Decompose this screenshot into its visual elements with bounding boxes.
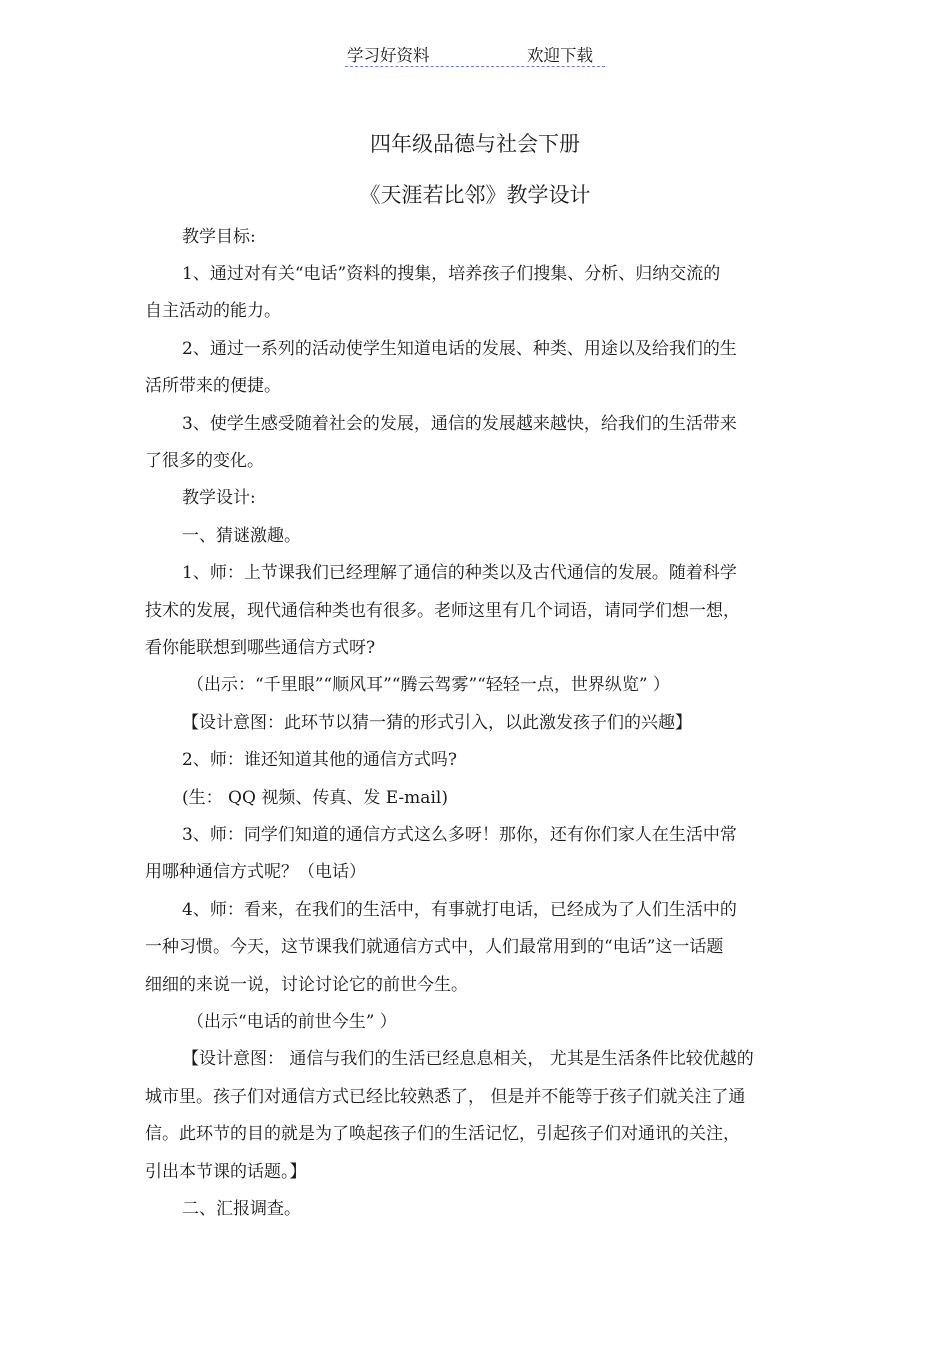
paragraph-line: 信。此环节的目的就是为了唤起孩子们的生活记忆，引起孩子们对通讯的关注，	[145, 1124, 740, 1144]
paragraph-line: （出示：“千里眼”“顺风耳”“腾云驾雾”“轻轻一点，世界纵览” ）	[187, 675, 670, 695]
page-header	[345, 40, 605, 67]
objective-1-line-1: 1、通过对有关“电话”资料的搜集，培养孩子们搜集、分析、归纳交流的	[182, 264, 721, 284]
paragraph-line: 技术的发展，现代通信种类也有很多。老师这里有几个词语，请同学们想一想，	[145, 601, 740, 621]
section-heading-design: 教学设计:	[182, 488, 256, 508]
paragraph-line: 4、师：看来，在我们的生活中，有事就打电话，已经成为了人们生活中的	[182, 900, 737, 920]
header-left-text: 学习好资料	[347, 46, 430, 65]
design-intent-note: 【设计意图： 通信与我们的生活已经息息相关， 尤其是生活条件比较优越的	[182, 1049, 754, 1069]
section-heading-objectives: 教学目标:	[182, 227, 256, 247]
paragraph-line: （出示“电话的前世今生” ）	[187, 1012, 397, 1032]
paragraph-line: 引出本节课的话题。】	[145, 1162, 307, 1182]
paragraph-line: (生： QQ 视频、传真、发 E-mail)	[182, 788, 448, 808]
paragraph-line: 看你能联想到哪些通信方式呀?	[145, 638, 376, 658]
paragraph-line: 3、师：同学们知道的通信方式这么多呀！那你，还有你们家人在生活中常	[182, 825, 737, 845]
design-intent-note: 【设计意图：此环节以猜一猜的形式引入，以此激发孩子们的兴趣】	[182, 713, 692, 733]
objective-3-line-2: 了很多的变化。	[145, 451, 264, 471]
document-title: 四年级品德与社会下册	[370, 132, 580, 156]
objective-3-line-1: 3、使学生感受随着社会的发展，通信的发展越来越快，给我们的生活带来	[182, 414, 737, 434]
paragraph-line: 一种习惯。今天，这节课我们就通信方式中，人们最常用到的“电话”这一话题	[145, 937, 724, 957]
paragraph-line: 细细的来说一说，讨论讨论它的前世今生。	[145, 975, 468, 995]
part-2-heading: 二、汇报调查。	[182, 1199, 301, 1219]
paragraph-line: 用哪种通信方式呢？（电话）	[145, 862, 366, 882]
part-1-heading: 一、猜谜激趣。	[182, 526, 301, 546]
objective-2-line-1: 2、通过一系列的活动使学生知道电话的发展、种类、用途以及给我们的生	[182, 339, 737, 359]
document-subtitle: 《天涯若比邻》教学设计	[359, 183, 591, 207]
objective-1-line-2: 自主活动的能力。	[145, 301, 281, 321]
paragraph-line: 城市里。孩子们对通信方式已经比较熟悉了， 但是并不能等于孩子们就关注了通	[145, 1087, 746, 1107]
objective-2-line-2: 活所带来的便捷。	[145, 376, 281, 396]
paragraph-line: 2、师：谁还知道其他的通信方式吗?	[182, 750, 457, 770]
paragraph-line: 1、师：上节课我们已经理解了通信的种类以及古代通信的发展。随着科学	[182, 563, 737, 583]
header-right-text: 欢迎下载	[527, 46, 593, 65]
